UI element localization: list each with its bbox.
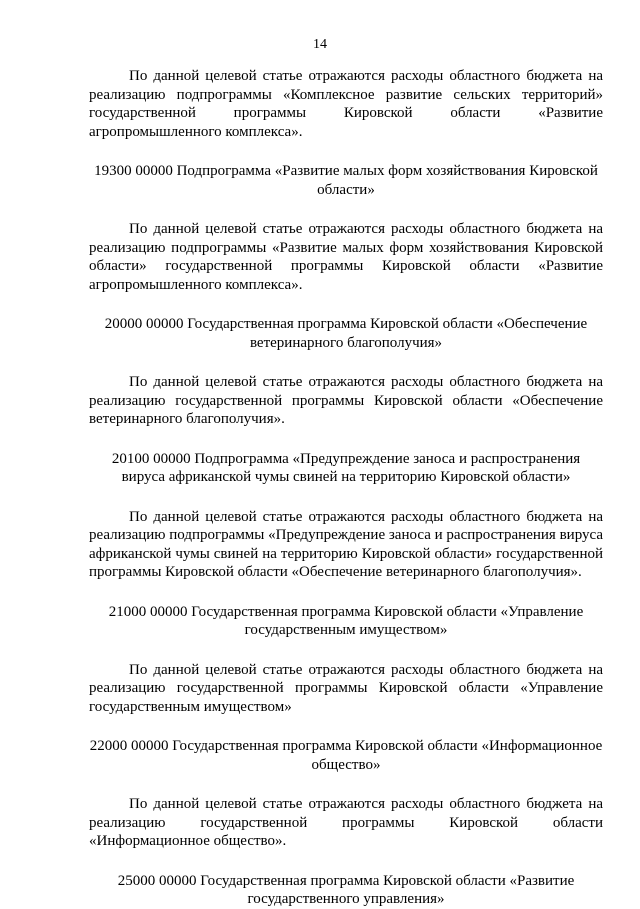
section-heading: 22000 00000 Государственная программа Кировской области «Информационное общество» — [89, 738, 603, 773]
body-paragraph: По данной целевой статье отражаются расходы областного бюджета на реализацию государственной программы Кировской области «Информационное общество». — [89, 796, 603, 849]
page-number: 14 — [313, 37, 327, 52]
document-body — [89, 67, 603, 909]
body-paragraph: По данной целевой статье отражаются расходы областного бюджета на реализацию подпрограммы «Комплексное развитие сельских территорий» государственной программы Кировской области «Развитие агропромышленного комплекса». — [89, 68, 603, 140]
section-heading: 19300 00000 Подпрограмма «Развитие малых форм хозяйствования Кировской области» — [94, 163, 598, 198]
section-heading: 20000 00000 Государственная программа Кировской области «Обеспечение ветеринарного благополучия» — [104, 316, 588, 351]
body-paragraph: По данной целевой статье отражаются расходы областного бюджета на реализацию подпрограммы «Предупреждение заноса и распространения вируса африканской чумы свиней на территорию Кировской области» государственной программы Кировской области «Обеспечение ветеринарного благополучия». — [89, 508, 603, 580]
section-heading: 20100 00000 Подпрограмма «Предупреждение заноса и распространения вируса африканской чумы свиней на территорию Кировской области» — [111, 450, 581, 485]
body-paragraph: По данной целевой статье отражаются расходы областного бюджета на реализацию подпрограммы «Развитие малых форм хозяйствования Кировской области» государственной программы Кировской области «Развитие агропромышленного комплекса». — [89, 221, 603, 293]
section-heading: 21000 00000 Государственная программа Кировской области «Управление государственным имуществом» — [108, 603, 584, 638]
body-paragraph: По данной целевой статье отражаются расходы областного бюджета на реализацию государственной программы Кировской области «Управление государственным имуществом» — [89, 661, 603, 715]
body-paragraph: По данной целевой статье отражаются расходы областного бюджета на реализацию государственной программы Кировской области «Обеспечение ветеринарного благополучия». — [89, 374, 603, 427]
section-heading: 25000 00000 Государственная программа Кировской области «Развитие государственного управления» — [117, 872, 575, 907]
